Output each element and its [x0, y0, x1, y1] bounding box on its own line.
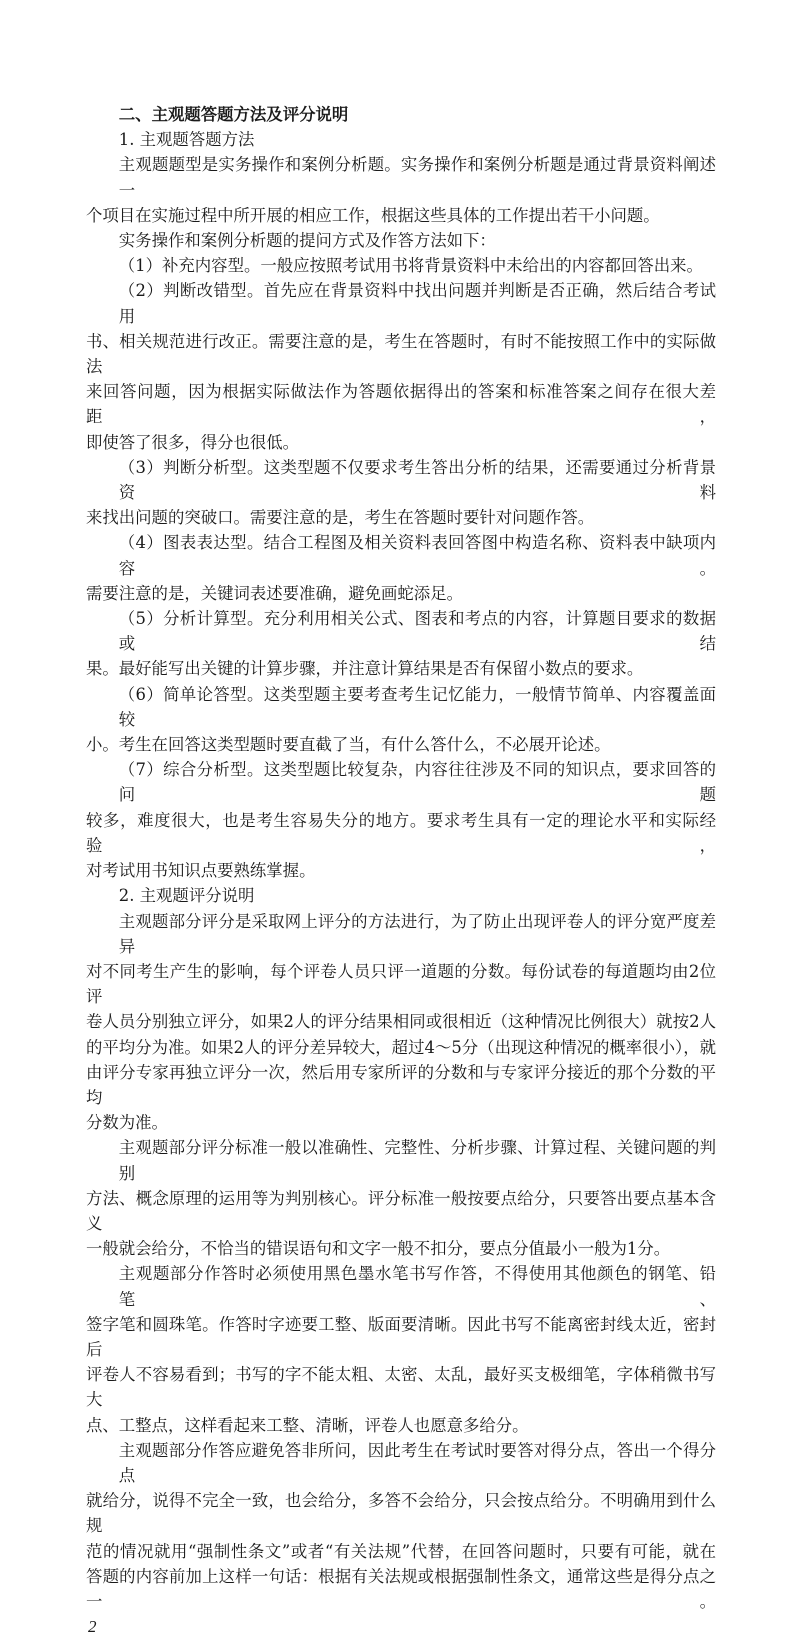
paragraph — [86, 228, 716, 253]
text-line: 一般就会给分，不恰当的错误语句和文字一般不扣分，要点分值最小一般为1分。 — [86, 1239, 671, 1259]
paragraph — [86, 757, 716, 883]
text-line: 分数为准。 — [86, 1113, 168, 1133]
page-number: 2 — [88, 1617, 97, 1637]
paragraph — [86, 606, 716, 682]
text-line: 的平均分为准。如果2人的评分差异较大，超过4～5分（出现这种情况的概率很小），就 — [86, 1037, 716, 1057]
text-line: 主观题部分评分是采取网上评分的方法进行，为了防止出现评卷人的评分宽严度差异 — [118, 911, 716, 956]
paragraph — [86, 152, 716, 228]
document-body — [86, 102, 716, 1614]
paragraph — [86, 253, 716, 278]
text-line: 答题的内容前加上这样一句话：根据有关法规或根据强制性条文，通常这些是得分点之一。 — [86, 1566, 716, 1611]
paragraph — [86, 1135, 716, 1261]
subsection-heading — [86, 883, 716, 908]
text-line: 主观题部分作答时必须使用黑色墨水笔书写作答，不得使用其他颜色的钢笔、铅笔、 — [118, 1264, 716, 1309]
text-line: 个项目在实施过程中所开展的相应工作，根据这些具体的工作提出若干小问题。 — [86, 205, 660, 225]
section-heading — [86, 102, 716, 127]
text-line: 小。考生在回答这类型题时要直截了当，有什么答什么，不必展开论述。 — [86, 735, 611, 755]
subsection-heading — [86, 127, 716, 152]
text-line: 来回答问题，因为根据实际做法作为答题依据得出的答案和标准答案之间存在很大差距， — [86, 382, 716, 427]
text-line: 主观题题型是实务操作和案例分析题。实务操作和案例分析题是通过背景资料阐述一 — [118, 155, 716, 200]
text-line: 需要注意的是，关键词表述要准确，避免画蛇添足。 — [86, 583, 463, 603]
paragraph — [86, 278, 716, 454]
text-line: 对不同考生产生的影响，每个评卷人员只评一道题的分数。每份试卷的每道题均由2位评 — [86, 961, 716, 1007]
text-line: （2）判断改错型。首先应在背景资料中找出问题并判断是否正确，然后结合考试用 — [118, 281, 716, 326]
text-line: （4）图表表达型。结合工程图及相关资料表回答图中构造名称、资料表中缺项内容。 — [118, 533, 716, 578]
text-line: 卷人员分别独立评分，如果2人的评分结果相同或很相近（这种情况比例很大）就按2人 — [86, 1012, 716, 1032]
text-line: 来找出问题的突破口。需要注意的是，考生在答题时要针对问题作答。 — [86, 508, 595, 528]
paragraph — [86, 530, 716, 606]
text-line: 较多，难度很大，也是考生容易失分的地方。要求考生具有一定的理论水平和实际经验， — [86, 810, 716, 855]
paragraph — [86, 1261, 716, 1437]
text-line: （6）简单论答型。这类型题主要考查考生记忆能力，一般情节简单、内容覆盖面较 — [118, 684, 716, 729]
text-line: 对考试用书知识点要熟练掌握。 — [86, 861, 316, 881]
text-line: （3）判断分析型。这类型题不仅要求考生答出分析的结果，还需要通过分析背景资料 — [118, 457, 716, 503]
text-line: 由评分专家再独立评分一次，然后用专家所评的分数和与专家评分接近的那个分数的平均 — [86, 1062, 716, 1107]
text-line: 点、工整点，这样看起来工整、清晰，评卷人也愿意多给分。 — [86, 1415, 529, 1435]
text-line: 评卷人不容易看到；书写的字不能太粗、太密、太乱，最好买支极细笔，字体稍微书写大 — [86, 1365, 716, 1410]
text-line: 就给分，说得不完全一致，也会给分，多答不会给分，只会按点给分。不明确用到什么规 — [86, 1491, 716, 1536]
text-line: 果。最好能写出关键的计算步骤，并注意计算结果是否有保留小数点的要求。 — [86, 659, 644, 679]
text-line: 书、相关规范进行改正。需要注意的是，考生在答题时，有时不能按照工作中的实际做法 — [86, 331, 716, 377]
text-line: 二、主观题答题方法及评分说明 — [118, 105, 349, 124]
paragraph — [86, 682, 716, 758]
text-line: 实务操作和案例分析题的提问方式及作答方法如下： — [118, 231, 496, 251]
text-line: （5）分析计算型。充分利用相关公式、图表和考点的内容，计算题目要求的数据或结 — [118, 609, 716, 654]
text-line: 2. 主观题评分说明 — [118, 886, 255, 906]
paragraph — [86, 1438, 716, 1614]
text-line: 即使答了很多，得分也很低。 — [86, 432, 300, 452]
page — [86, 102, 716, 1639]
text-line: 签字笔和圆珠笔。作答时字迹要工整、版面要清晰。因此书写不能离密封线太近，密封后 — [86, 1314, 716, 1359]
text-line: 主观题部分作答应避免答非所问，因此考生在考试时要答对得分点，答出一个得分点 — [118, 1440, 716, 1485]
text-line: 主观题部分评分标准一般以准确性、完整性、分析步骤、计算过程、关键问题的判别 — [118, 1138, 716, 1183]
paragraph — [86, 455, 716, 531]
text-line: （1）补充内容型。一般应按照考试用书将背景资料中未给出的内容都回答出来。 — [118, 256, 703, 276]
text-line: 范的情况就用“强制性条文”或者“有关法规”代替，在回答问题时，只要有可能，就在 — [86, 1541, 716, 1561]
paragraph — [86, 909, 716, 1136]
text-line: 1. 主观题答题方法 — [118, 130, 255, 150]
text-line: （7）综合分析型。这类型题比较复杂，内容往往涉及不同的知识点，要求回答的问题 — [118, 760, 716, 805]
text-line: 方法、概念原理的运用等为判别核心。评分标准一般按要点给分，只要答出要点基本含义 — [86, 1188, 716, 1233]
